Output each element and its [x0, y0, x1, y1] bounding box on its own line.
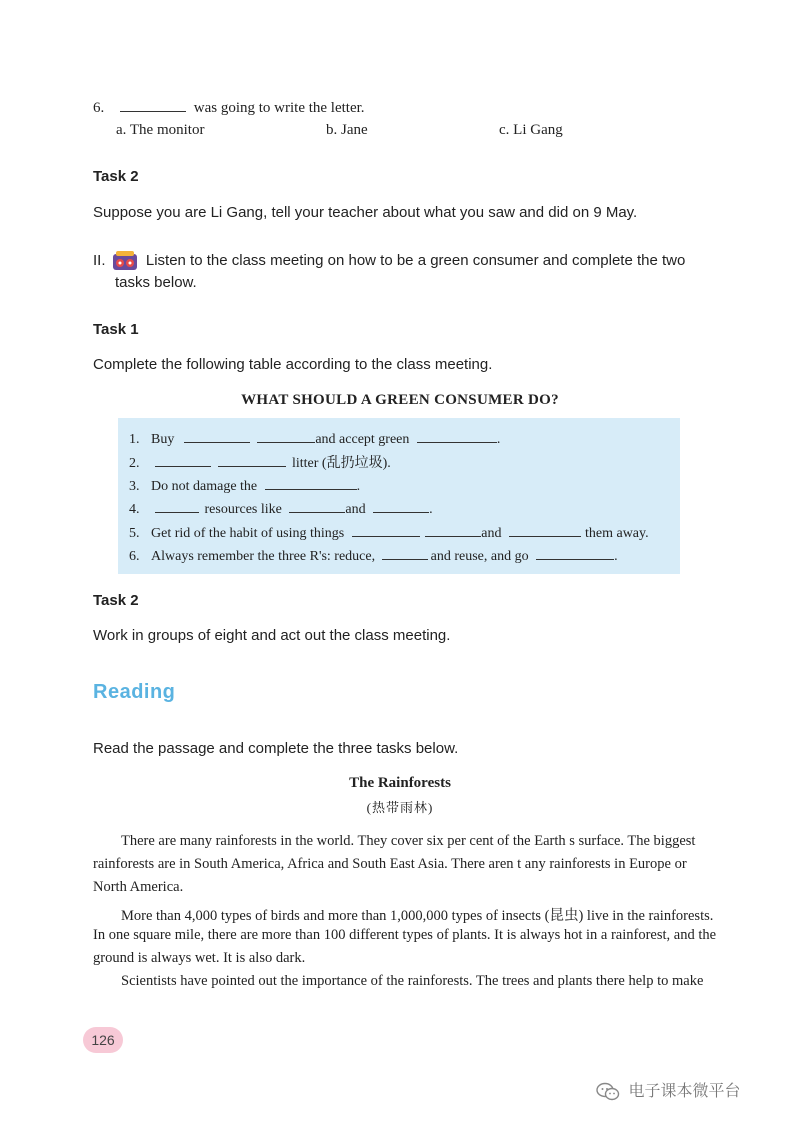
passage-title: The Rainforests [349, 775, 451, 791]
task-instruction: Suppose you are Li Gang, tell your teacher about what you saw and did on 9 May. [93, 204, 638, 221]
answer-blank[interactable] [536, 545, 614, 560]
page-number: 126 [83, 1027, 123, 1053]
reading-heading: Reading [93, 681, 176, 703]
exercise-2-line2: tasks below. [115, 274, 197, 291]
table-row: 4. resources like and . [129, 498, 433, 518]
option-a: a. The monitor [116, 122, 205, 138]
answer-blank[interactable] [265, 475, 357, 490]
table-row: 6. Always remember the three R's: reduce, and reuse, and go . [129, 545, 618, 565]
question-text: was going to write the letter. [193, 100, 365, 116]
task-instruction: Work in groups of eight and act out the class meeting. [93, 627, 451, 644]
answer-blank[interactable] [373, 498, 429, 513]
table-row: 1. Buy and accept green . [129, 428, 500, 448]
option-c: c. Li Gang [499, 122, 563, 138]
reading-instruction: Read the passage and complete the three tasks below. [93, 740, 459, 757]
task-instruction: Complete the following table according to the class meeting. [93, 356, 493, 373]
task-heading: Task 2 [93, 168, 139, 185]
task-heading: Task 1 [93, 321, 139, 338]
green-consumer-table [118, 418, 680, 574]
exercise-text: Listen to the class meeting on how to be a green consumer and complete the two [145, 251, 686, 269]
answer-blank[interactable] [509, 522, 581, 537]
answer-blank[interactable] [289, 498, 345, 513]
option-b: b. Jane [326, 122, 368, 138]
passage-line: Scientists have pointed out the importance of the rainforests. The trees and plants there help to make [121, 973, 704, 989]
passage-line: In one square mile, there are more than 100 different types of plants. It is always hot in a rainforest, and the [93, 927, 717, 943]
passage-line: There are many rainforests in the world. They cover six per cent of the Earth s surface. The biggest [121, 833, 696, 849]
passage-line: rainforests are in South America, Africa and South East Asia. There aren t any rainforests in Europe or [93, 856, 687, 872]
passage-line: ground is always wet. It is also dark. [93, 950, 306, 966]
answer-blank[interactable] [155, 452, 211, 467]
question-6 [93, 97, 365, 117]
answer-blank[interactable] [218, 452, 286, 467]
exercise-numeral: II. [93, 251, 106, 269]
task-heading: Task 2 [93, 592, 139, 609]
table-row: 5. Get rid of the habit of using things and them away. [129, 522, 649, 542]
answer-blank[interactable] [425, 522, 481, 537]
passage-line: More than 4,000 types of birds and more than 1,000,000 types of insects (昆虫) live in the rainforests. [121, 908, 714, 924]
watermark-text: 电子课本微平台 [628, 1083, 741, 1100]
watermark [596, 1078, 740, 1102]
passage-line: North America. [93, 879, 184, 895]
passage-subtitle: (热带雨林) [366, 800, 434, 815]
cassette-player-icon [112, 250, 138, 272]
answer-blank[interactable] [417, 428, 497, 443]
wechat-icon [596, 1083, 628, 1100]
table-row: 2. litter (乱扔垃圾). [129, 452, 391, 472]
answer-blank[interactable] [352, 522, 420, 537]
answer-blank[interactable] [257, 428, 315, 443]
question-number: 6. [93, 100, 105, 116]
answer-blank[interactable] [155, 498, 199, 513]
answer-blank[interactable] [184, 428, 250, 443]
table-row: 3. Do not damage the . [129, 475, 360, 495]
answer-blank[interactable] [120, 97, 186, 112]
exercise-2-line1 [93, 250, 685, 272]
table-title: WHAT SHOULD A GREEN CONSUMER DO? [241, 392, 559, 408]
answer-blank[interactable] [382, 545, 428, 560]
